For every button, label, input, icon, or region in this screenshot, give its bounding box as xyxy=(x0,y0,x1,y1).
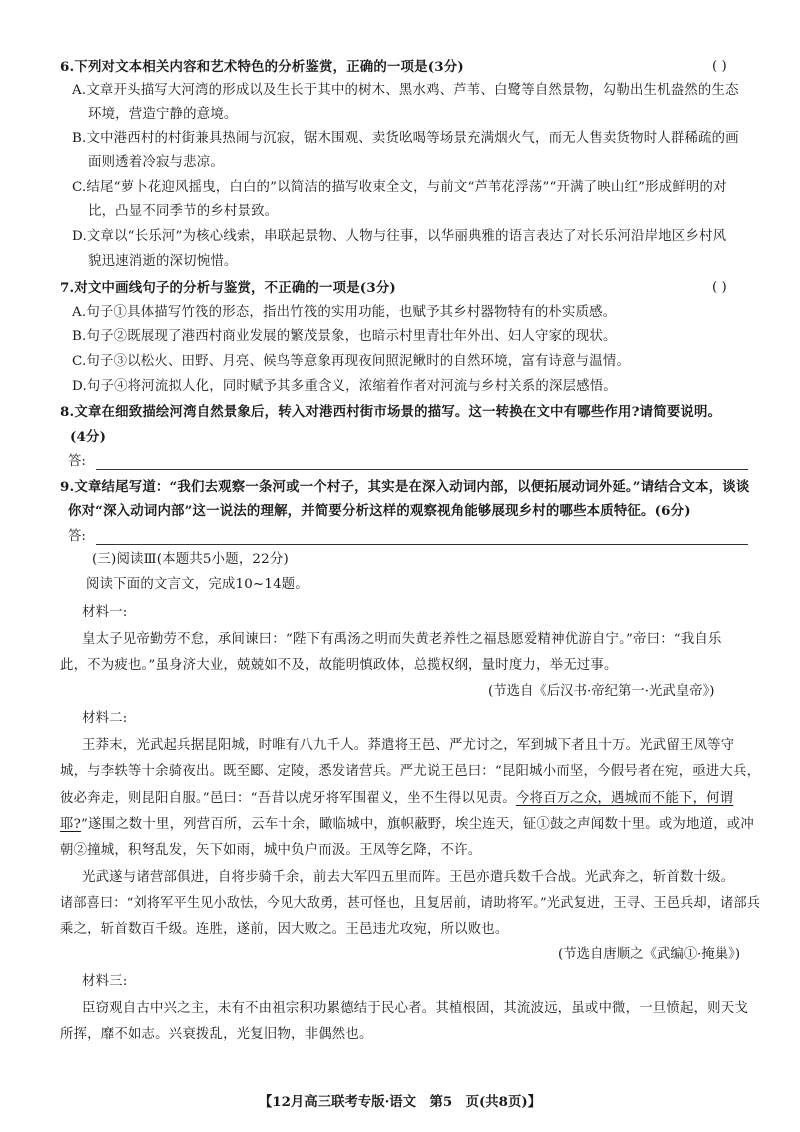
q6-option-b-cont: 面则透着冷寂与悲凉。 xyxy=(88,155,224,170)
q6-option-d: D.文章以“长乐河”为核心线索，串联起景物、人物与往事，以华丽典雅的语言表达了对长乐河沿岸地区乡村风 xyxy=(72,229,727,244)
q7-option-a: A.句子①具体描写竹筏的形态，指出竹筏的实用功能，也赋予其乡村器物特有的朴实质感。 xyxy=(72,305,617,320)
material-2-line-1: 王莽末，光武起兵据昆阳城，时唯有八九千人。莽遣将王邑、严尤讨之，军到城下者且十万。光武留王凤等守 xyxy=(82,738,735,753)
material-2-line-2: 城，与李轶等十余骑夜出。既至郾、定陵，悉发诸营兵。严尤说王邑曰：“昆阳城小而坚，今假号者在宛，亟进大兵， xyxy=(60,764,761,779)
material-2-source: (节选自唐顺之《武编①·掩巢》) xyxy=(558,947,741,962)
material-1-text-cont: 此，不为疲也。”虽身济大业，兢兢如不及，故能明慎政体，总揽权纲，量时度力，举无过事。 xyxy=(60,658,618,673)
q6-option-c: C.结尾“萝卜花迎风摇曳，白白的”以简洁的描写收束全文，与前文“芦苇花浮荡”“开满了映山红”形成鲜明的对 xyxy=(72,180,727,195)
q8-stem-points: (4分) xyxy=(70,429,107,445)
q6-option-a-cont: 环境，营造宁静的意境。 xyxy=(88,107,238,122)
material-2-line-8: 乘之，斩首数百千级。连胜，遂前，因大败之。王邑违尤攻宛，所以败也。 xyxy=(60,922,509,937)
material-3-line-2: 所挥，靡不如志。兴衰拨乱，光复旧物，非偶然也。 xyxy=(60,1027,373,1042)
material-1-text: 皇太子见帝勤劳不怠，承间谏曰：“陛下有禹汤之明而失黄老养性之福恳愿爱精神优游自宁。”帝曰：“我自乐 xyxy=(82,632,722,647)
q8-stem: 8.文章在细致描绘河湾自然景象后，转入对港西村街市场景的描写。这一转换在文中有哪些作用?请简要说明。 xyxy=(60,404,722,420)
material-2-underlined-sentence: 今将百万之众，遇城而不能下，何谓 xyxy=(515,791,734,806)
material-2-line-3 xyxy=(60,790,733,808)
section-3-heading: (三)阅读Ⅲ(本题共5小题，22分) xyxy=(92,552,289,567)
q7-option-d: D.句子④将河流拟人化，同时赋予其多重含义，浓缩着作者对河流与乡村关系的深层感悟。 xyxy=(72,379,617,394)
q9-stem-cont: 你对“深入动词内部”这一说法的理解，并简要分析这样的观察视角能够展现乡村的哪些本质特征。(6分) xyxy=(68,503,691,519)
material-2-line-6: 光武遂与诸营部俱进，自将步骑千余，前去大军四五里而阵。王邑亦遣兵数千合战。光武奔之，斩首数十级。 xyxy=(82,870,735,885)
q9-stem: 9.文章结尾写道：“我们去观察一条河或一个村子，其实是在深入动词内部，以便拓展动词外延。”请结合文本，谈谈 xyxy=(60,479,750,495)
material-2-underlined-end: 耶? xyxy=(60,817,81,832)
section-3-instruction: 阅读下面的文言文，完成10~14题。 xyxy=(86,577,309,592)
material-1-source: (节选自《后汉书·帝纪第一·光武皇帝》) xyxy=(488,684,715,699)
q7-option-b: B.句子②既展现了港西村商业发展的繁茂景象，也暗示村里青壮年外出、妇人守家的现状。 xyxy=(72,329,617,344)
q6-answer-paren: ( ) xyxy=(712,59,727,74)
q6-option-b: B.文中港西村的村街兼具热闹与沉寂，锯木围观、卖货吆喝等场景充满烟火气，而无人售卖货物时人群稀疏的画 xyxy=(72,131,739,146)
material-3-line-1: 臣窃观自古中兴之主，未有不由祖宗积功累德结于民心者。其植根固，其流波远，虽或中微，一旦愤起，则天戈 xyxy=(82,1001,748,1016)
q9-answer-line[interactable] xyxy=(96,544,748,545)
q6-option-a: A.文章开头描写大河湾的形成以及生长于其中的树木、黑水鸡、芦苇、白鹭等自然景物，勾勒出生机盎然的生态 xyxy=(72,83,739,98)
q8-answer-line[interactable] xyxy=(96,469,748,470)
material-2-line-7: 诸部喜曰：“刘将军平生见小敌怯，今见大敌勇，甚可怪也，且复居前，请助将军。”光武复进，王寻、王邑兵却，诸部兵 xyxy=(60,896,761,911)
q6-stem: 6.下列对文本相关内容和艺术特色的分析鉴赏，正确的一项是(3分) xyxy=(60,59,464,75)
q7-option-c: C.句子③以松火、田野、月亮、候鸟等意象再现夜间照泥鳅时的自然环境，富有诗意与温情。 xyxy=(72,354,631,369)
q6-option-c-cont: 比，凸显不同季节的乡村景致。 xyxy=(88,204,279,219)
material-2-line-5: 朝②撞城，积弩乱发，矢下如雨，城中负户而汲。王凤等乞降，不许。 xyxy=(60,843,482,858)
q9-answer-label: 答: xyxy=(68,529,86,544)
material-1-label: 材料一: xyxy=(82,605,128,620)
material-2-line-3a: 彼必奔走，则昆阳自服。”邑曰：“吾昔以虎牙将军围翟义，坐不生得以见责。 xyxy=(60,791,516,806)
q7-answer-paren: ( ) xyxy=(712,280,727,295)
page-footer: 【12月高三联考专版·语文 第5 页(共8页)】 xyxy=(258,1094,542,1110)
q7-stem: 7.对文中画线句子的分析与鉴赏，不正确的一项是(3分) xyxy=(60,280,396,296)
q8-answer-label: 答: xyxy=(68,454,86,469)
material-3-label: 材料三: xyxy=(82,974,128,989)
material-2-label: 材料二: xyxy=(82,711,128,726)
material-2-line-4 xyxy=(60,816,754,834)
material-2-line-4b: ”遂围之数十里，列营百所，云车十余，瞰临城中，旗帜蔽野，埃尘连天，钲①鼓之声闻数十里。或为地道，或冲 xyxy=(80,817,754,832)
q6-option-d-cont: 貌迅速消逝的深切惋惜。 xyxy=(88,254,238,269)
